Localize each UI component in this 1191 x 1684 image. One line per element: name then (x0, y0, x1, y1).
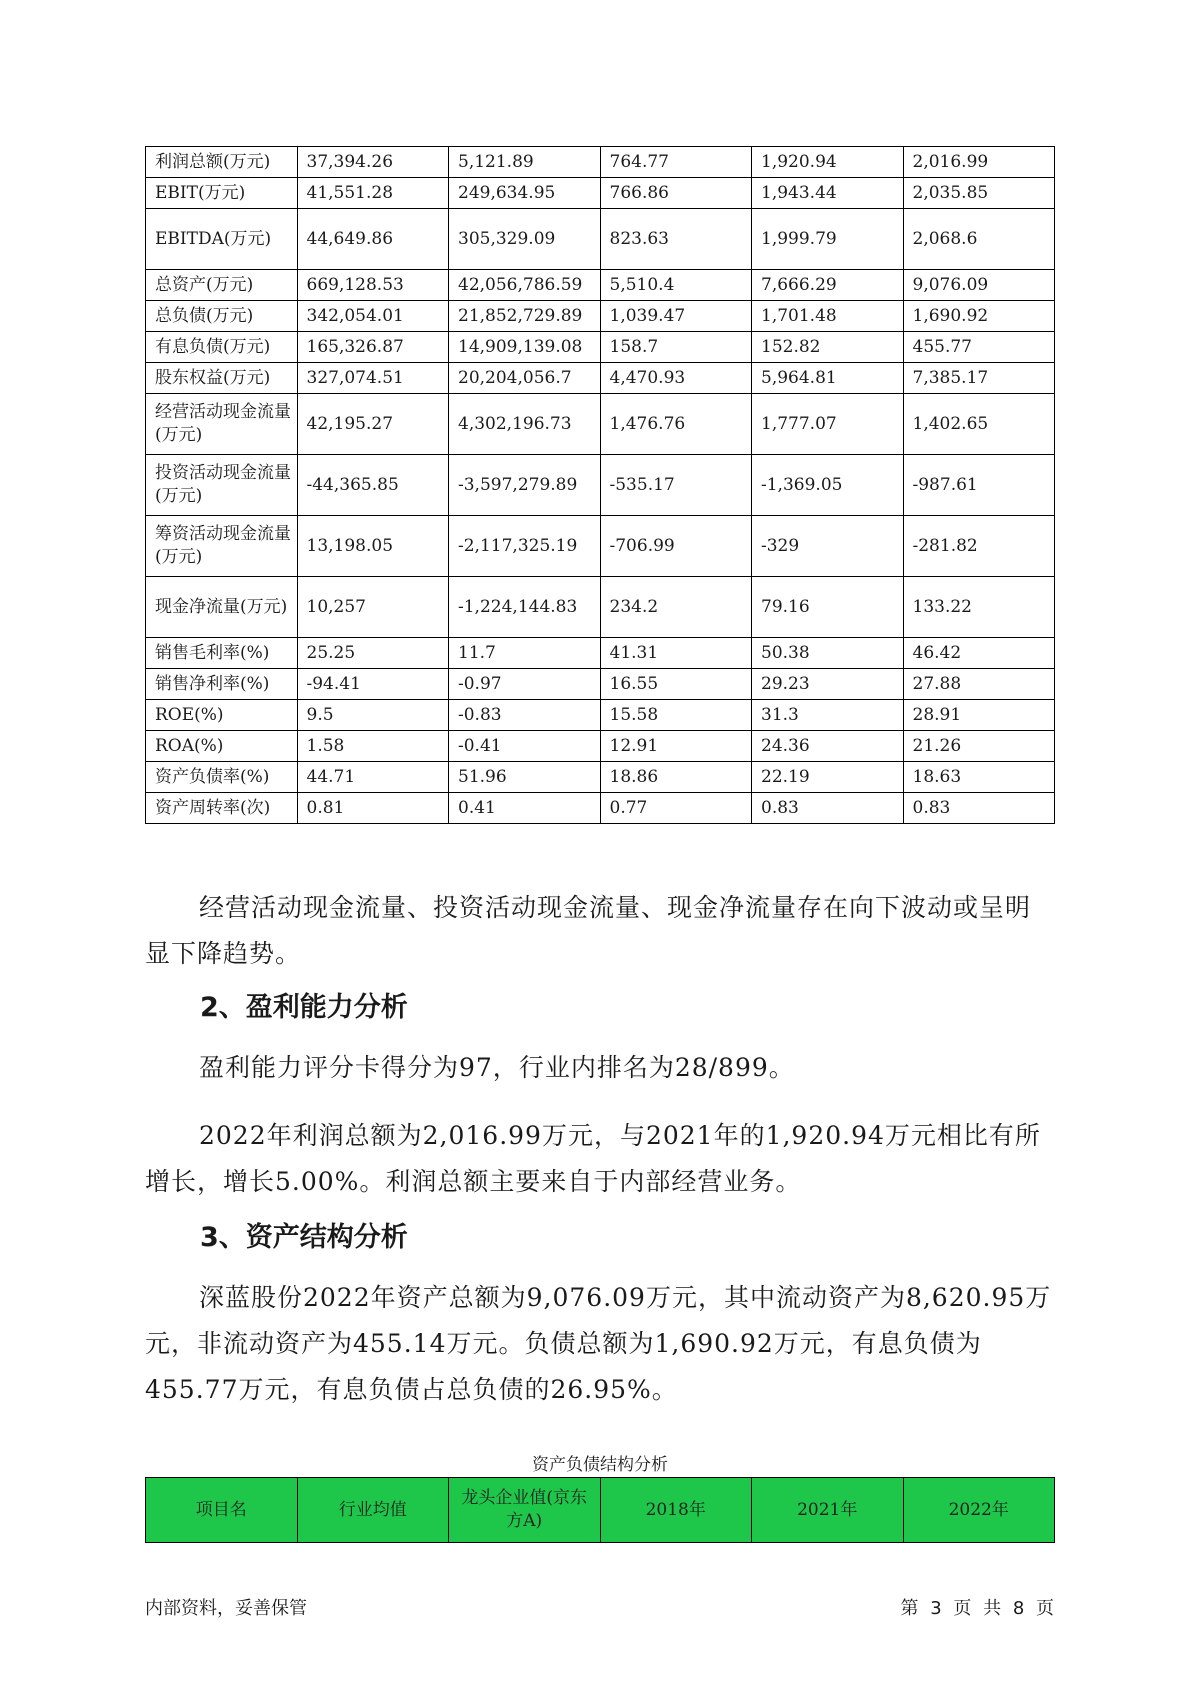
value-cell: 21,852,729.89 (449, 301, 601, 332)
row-label: 筹资活动现金流量(万元) (146, 516, 298, 577)
value-cell: 1,920.94 (752, 147, 904, 178)
value-cell: 342,054.01 (297, 301, 449, 332)
value-cell: 18.63 (903, 762, 1055, 793)
row-label: 有息负债(万元) (146, 332, 298, 363)
value-cell: 22.19 (752, 762, 904, 793)
table-row (146, 793, 1055, 824)
value-cell: 1,777.07 (752, 394, 904, 455)
value-cell: 1,690.92 (903, 301, 1055, 332)
header-cell: 2018年 (600, 1478, 752, 1543)
row-label: 现金净流量(万元) (146, 577, 298, 638)
value-cell: -535.17 (600, 455, 752, 516)
value-cell: 133.22 (903, 577, 1055, 638)
value-cell: 25.25 (297, 638, 449, 669)
cashflow-paragraph: 经营活动现金流量、投资活动现金流量、现金净流量存在向下波动或呈明显下降趋势。 (145, 893, 1032, 968)
value-cell: 0.77 (600, 793, 752, 824)
value-cell: 21.26 (903, 731, 1055, 762)
value-cell: 2,035.85 (903, 178, 1055, 209)
table-row (146, 394, 1055, 455)
table-row (146, 669, 1055, 700)
value-cell: -706.99 (600, 516, 752, 577)
value-cell: 234.2 (600, 577, 752, 638)
financial-metrics-table (145, 146, 1055, 824)
table-row (146, 516, 1055, 577)
value-cell: 79.16 (752, 577, 904, 638)
profit-growth-paragraph: 2022年利润总额为2,016.99万元，与2021年的1,920.94万元相比有所增长，增长5.00%。利润总额主要来自于内部经营业务。 (145, 1121, 1041, 1196)
value-cell: 0.81 (297, 793, 449, 824)
value-cell: 152.82 (752, 332, 904, 363)
value-cell: 15.58 (600, 700, 752, 731)
value-cell: 11.7 (449, 638, 601, 669)
value-cell: 2,016.99 (903, 147, 1055, 178)
value-cell: 1.58 (297, 731, 449, 762)
value-cell: 41.31 (600, 638, 752, 669)
value-cell: -2,117,325.19 (449, 516, 601, 577)
value-cell: -1,369.05 (752, 455, 904, 516)
table-caption: 资产负债结构分析 (532, 1455, 668, 1475)
row-label: 总资产(万元) (146, 270, 298, 301)
row-label: EBITDA(万元) (146, 209, 298, 270)
value-cell: 29.23 (752, 669, 904, 700)
header-cell: 项目名 (146, 1478, 298, 1543)
value-cell: 27.88 (903, 669, 1055, 700)
row-label: 总负债(万元) (146, 301, 298, 332)
value-cell: 24.36 (752, 731, 904, 762)
row-label: 资产周转率(次) (146, 793, 298, 824)
value-cell: 158.7 (600, 332, 752, 363)
value-cell: 42,195.27 (297, 394, 449, 455)
value-cell: 1,999.79 (752, 209, 904, 270)
value-cell: 18.86 (600, 762, 752, 793)
table-row (146, 455, 1055, 516)
value-cell: 20,204,056.7 (449, 363, 601, 394)
header-cell: 2022年 (903, 1478, 1055, 1543)
table-row (146, 332, 1055, 363)
value-cell: 14,909,139.08 (449, 332, 601, 363)
value-cell: 2,068.6 (903, 209, 1055, 270)
row-label: ROE(%) (146, 700, 298, 731)
row-label: 销售净利率(%) (146, 669, 298, 700)
value-cell: 42,056,786.59 (449, 270, 601, 301)
value-cell: 0.83 (752, 793, 904, 824)
footer-page-number: 第 3 页 共 8 页 (900, 1598, 1054, 1619)
table-row (146, 209, 1055, 270)
table-row (146, 147, 1055, 178)
value-cell: 46.42 (903, 638, 1055, 669)
header-cell: 行业均值 (297, 1478, 449, 1543)
table-row (146, 363, 1055, 394)
value-cell: 5,121.89 (449, 147, 601, 178)
value-cell: -0.83 (449, 700, 601, 731)
value-cell: 51.96 (449, 762, 601, 793)
footer-confidential-note: 内部资料，妥善保管 (145, 1598, 307, 1619)
value-cell: 31.3 (752, 700, 904, 731)
value-cell: -44,365.85 (297, 455, 449, 516)
value-cell: 12.91 (600, 731, 752, 762)
value-cell: -0.41 (449, 731, 601, 762)
value-cell: 4,470.93 (600, 363, 752, 394)
asset-structure-paragraph: 深蓝股份2022年资产总额为9,076.09万元，其中流动资产为8,620.95万元，非流动资产为455.14万元。负债总额为1,690.92万元，有息负债为455.77万元，有息负债占总负债的26.95%。 (145, 1283, 1052, 1404)
value-cell: -1,224,144.83 (449, 577, 601, 638)
value-cell: 1,039.47 (600, 301, 752, 332)
value-cell: 766.86 (600, 178, 752, 209)
section-heading-asset-structure: 3、资产结构分析 (200, 1222, 408, 1253)
value-cell: 1,943.44 (752, 178, 904, 209)
table-row (146, 577, 1055, 638)
row-label: 资产负债率(%) (146, 762, 298, 793)
value-cell: 50.38 (752, 638, 904, 669)
row-label: 投资活动现金流量(万元) (146, 455, 298, 516)
row-label: ROA(%) (146, 731, 298, 762)
value-cell: 5,964.81 (752, 363, 904, 394)
asset-liability-structure-table (145, 1477, 1055, 1543)
value-cell: -281.82 (903, 516, 1055, 577)
table-row (146, 700, 1055, 731)
value-cell: 305,329.09 (449, 209, 601, 270)
value-cell: 0.41 (449, 793, 601, 824)
value-cell: 0.83 (903, 793, 1055, 824)
value-cell: 44,649.86 (297, 209, 449, 270)
row-label: 利润总额(万元) (146, 147, 298, 178)
table-row (146, 638, 1055, 669)
value-cell: 37,394.26 (297, 147, 449, 178)
value-cell: 9.5 (297, 700, 449, 731)
table-row (146, 762, 1055, 793)
row-label: 销售毛利率(%) (146, 638, 298, 669)
table-row (146, 301, 1055, 332)
value-cell: 455.77 (903, 332, 1055, 363)
value-cell: 5,510.4 (600, 270, 752, 301)
value-cell: 41,551.28 (297, 178, 449, 209)
value-cell: 7,385.17 (903, 363, 1055, 394)
header-cell: 龙头企业值(京东方A) (449, 1478, 601, 1543)
value-cell: -329 (752, 516, 904, 577)
row-label: 股东权益(万元) (146, 363, 298, 394)
section-heading-profitability: 2、盈利能力分析 (200, 992, 408, 1023)
value-cell: 764.77 (600, 147, 752, 178)
value-cell: 28.91 (903, 700, 1055, 731)
value-cell: -0.97 (449, 669, 601, 700)
value-cell: 9,076.09 (903, 270, 1055, 301)
value-cell: 165,326.87 (297, 332, 449, 363)
table-row (146, 178, 1055, 209)
value-cell: -987.61 (903, 455, 1055, 516)
value-cell: 13,198.05 (297, 516, 449, 577)
table-row (146, 731, 1055, 762)
value-cell: 1,701.48 (752, 301, 904, 332)
value-cell: 7,666.29 (752, 270, 904, 301)
value-cell: 249,634.95 (449, 178, 601, 209)
value-cell: 10,257 (297, 577, 449, 638)
header-cell: 2021年 (752, 1478, 904, 1543)
value-cell: -94.41 (297, 669, 449, 700)
value-cell: 669,128.53 (297, 270, 449, 301)
value-cell: 44.71 (297, 762, 449, 793)
value-cell: 1,402.65 (903, 394, 1055, 455)
profitability-score-paragraph: 盈利能力评分卡得分为97，行业内排名为28/899。 (199, 1053, 795, 1082)
table-row (146, 270, 1055, 301)
value-cell: 327,074.51 (297, 363, 449, 394)
value-cell: 823.63 (600, 209, 752, 270)
value-cell: 4,302,196.73 (449, 394, 601, 455)
row-label: 经营活动现金流量(万元) (146, 394, 298, 455)
row-label: EBIT(万元) (146, 178, 298, 209)
value-cell: -3,597,279.89 (449, 455, 601, 516)
value-cell: 16.55 (600, 669, 752, 700)
table-header-row (146, 1478, 1055, 1543)
value-cell: 1,476.76 (600, 394, 752, 455)
